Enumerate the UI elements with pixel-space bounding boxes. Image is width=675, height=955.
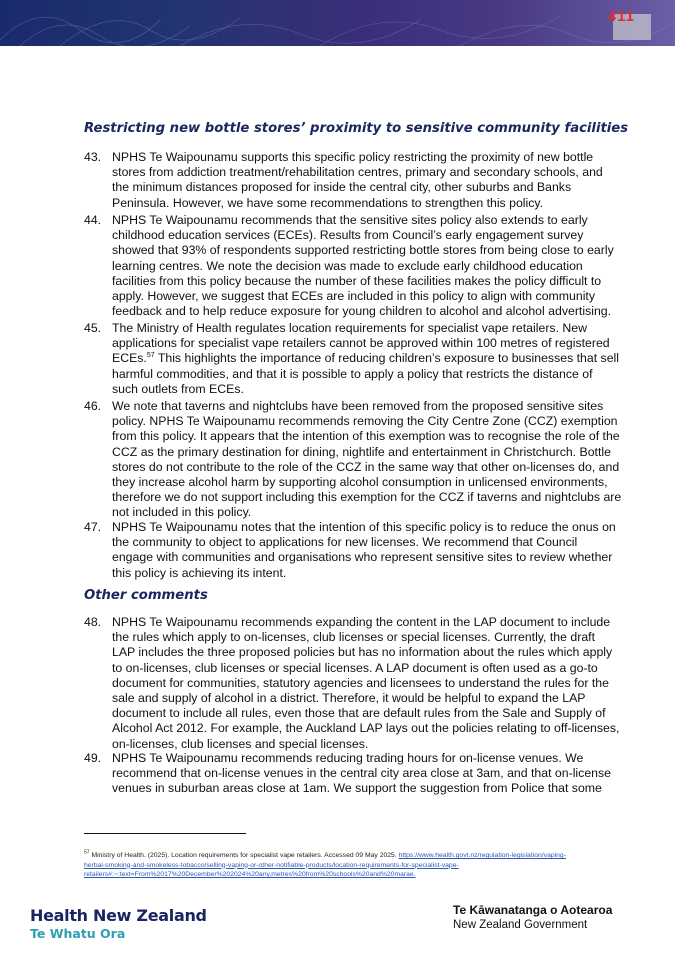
footnote-marker: 57 (84, 849, 90, 856)
footnote-line (84, 870, 629, 880)
nz-government-wordmark: New Zealand Government (453, 919, 588, 931)
paragraph-line: apply. However, we suggest that ECEs are included in this policy to align with community (112, 289, 596, 304)
header-pattern (0, 0, 675, 46)
te-whatu-ora-wordmark: Te Whatu Ora (30, 926, 126, 941)
footnote-link[interactable]: herbal-smoking-and-smokeless-tobacco/selling-vaping-or-other-notifiable-products/location-requirements-for-specialist-vape- (84, 861, 459, 869)
paragraph-line: showed that 93% of respondents supported restricting bottle stores from being close to early (112, 243, 614, 258)
paragraph-line (112, 351, 634, 366)
paragraph-fragment: This highlights the importance of reducing children’s exposure to businesses that sell (154, 351, 620, 366)
paragraph-line: CCZ as the primary destination for dining, nightlife and entertainment in Christchurch. Bottle (112, 444, 611, 459)
paragraph-line: recommend that on-license venues in the central city area close at 3am, and that on-license (112, 766, 611, 781)
paragraph-line: Alcohol Act 2012. For example, the Auckland LAP lays out the policies relating to off-licenses, (112, 721, 620, 736)
paragraph-43 (84, 150, 634, 211)
paragraph-line: sale and supply of alcohol in a district. Therefore, it would be helpful to expand the LAP (112, 691, 586, 706)
paragraph-line: NPHS Te Waipounamu recommends reducing trading hours for on-license venues. We (112, 751, 584, 765)
paragraph-line: document to include all rules, even those that are default rules from the Sale and Supply of (112, 706, 606, 721)
section-heading-proximity: Restricting new bottle stores’ proximity to sensitive community facilities (84, 121, 629, 136)
paragraph-number: 43. (84, 150, 102, 164)
footnote-ref-57[interactable]: 57 (146, 352, 155, 360)
paragraph-line: document for communities, statutory agencies and licensees to understand the rules for the (112, 675, 609, 690)
paragraph-49 (84, 751, 634, 797)
paragraph-line: stores do not contribute to the role of the CCZ in the same way that other on-licenses do, and (112, 459, 620, 474)
paragraph-line: not included in this policy. (112, 505, 252, 520)
paragraph-line: the minimum distances proposed for inside the central city, other suburbs and Banks (112, 180, 572, 195)
footnote-line (84, 861, 629, 871)
paragraph-line: to on-licenses, club licenses or special licenses. A LAP document is often used as a go-to (112, 660, 598, 675)
paragraph-line: such outlets from ECEs. (112, 381, 244, 396)
footnote-text: Ministry of Health. (2025). Location requirements for specialist vape retailers. Accessed 09 May 2025. (89, 852, 399, 859)
paragraph-line: stores from addiction treatment/rehabilitation centres, primary and secondary schools, and (112, 165, 603, 180)
paragraph-46 (84, 399, 634, 521)
footnote-57 (84, 851, 629, 880)
paragraph-line: engage with communities and organisations who represent sensitive sites to review whether (112, 550, 613, 565)
paragraph-45 (84, 321, 634, 397)
paragraph-line: on-licenses, club licenses and special licenses. (112, 736, 369, 751)
footnote-link[interactable]: retailers#:~:text=From%2017%20December%202024%20any,metres%20from%20schools%20and%20marae. (84, 871, 416, 879)
paragraph-line: The Ministry of Health regulates location requirements for specialist vape retailers. New (112, 321, 588, 335)
paragraph-line: NPHS Te Waipounamu recommends that the sensitive sites policy also extends to early (112, 213, 588, 227)
health-nz-wordmark: Health New Zealand (30, 906, 207, 925)
paragraph-number: 46. (84, 399, 102, 413)
paragraph-line: the community to object to applications for new licenses. We recommend that Council (112, 535, 578, 550)
paragraph-line: venues in suburban areas close at 1am. We support the suggestion from Police that some (112, 781, 602, 796)
paragraph-line: Peninsula. However, we have some recommendations to strengthen this policy. (112, 195, 544, 210)
paragraph-line: therefore we do not support including this exemption for the CCZ if taverns and nightclubs are (112, 490, 622, 505)
paragraph-line: feedback and to help reduce exposure for young children to alcohol and alcohol advertising. (112, 304, 612, 319)
paragraph-number: 45. (84, 321, 102, 335)
health-nz-logo (30, 906, 207, 941)
section-heading-other-comments: Other comments (84, 588, 208, 603)
te-kawanatanga-wordmark: Te Kāwanatanga o Aotearoa (453, 903, 613, 917)
paragraph-44 (84, 213, 634, 319)
paragraph-line: policy. NPHS Te Waipounamu recommends removing the City Centre Zone (CCZ) exemption (112, 414, 618, 429)
header-band (0, 0, 675, 46)
paragraph-line: childhood education services (ECEs). Results from Council’s early engagement survey (112, 228, 584, 243)
paragraph-line: learning centres. We note the decision was made to exclude early childhood education (112, 258, 583, 273)
paragraph-line: NPHS Te Waipounamu recommends expanding the content in the LAP document to include (112, 615, 611, 629)
paragraph-line: NPHS Te Waipounamu supports this specific policy restricting the proximity of new bottle (112, 150, 594, 164)
paragraph-line: We note that taverns and nightclubs have been removed from the proposed sensitive sites (112, 399, 604, 413)
paragraph-48 (84, 615, 634, 752)
paragraph-number: 48. (84, 615, 102, 629)
paragraph-line: from this policy. It appears that the intention of this exemption was to recognise the role of the (112, 429, 620, 444)
paragraph-line: NPHS Te Waipounamu notes that the intention of this specific policy is to reduce the onus on (112, 520, 616, 534)
nz-government-logo (453, 903, 612, 931)
paragraph-line: they increase alcohol harm by supporting alcohol consumption in unlicensed environments, (112, 475, 608, 490)
paragraph-number: 49. (84, 751, 102, 765)
footnote-line (84, 851, 629, 861)
paragraph-line: facilities from this policy because the number of these facilities makes the policy difficult to (112, 273, 602, 288)
paragraph-fragment: ECEs. (112, 351, 147, 366)
paragraph-line: applications for specialist vape retailers cannot be approved within 100 metres of registered (112, 336, 610, 351)
footnote-link[interactable]: https://www.health.govt.nz/regulation-legislation/vaping- (398, 852, 566, 859)
paragraph-line: LAP includes the three proposed policies but has no information about the rules which apply (112, 645, 613, 660)
paragraph-line: this policy is achieving its intent. (112, 565, 287, 580)
page-number: 411 (607, 8, 635, 25)
paragraph-line: harmful commodities, and that it is possible to apply a policy that restricts the distance of (112, 366, 593, 381)
paragraph-line: the rules which apply to on-licenses, club licenses or special licenses. Currently, the draft (112, 630, 595, 645)
paragraph-47 (84, 520, 634, 581)
footnote-divider (84, 833, 246, 834)
paragraph-number: 47. (84, 520, 102, 534)
paragraph-number: 44. (84, 213, 102, 227)
